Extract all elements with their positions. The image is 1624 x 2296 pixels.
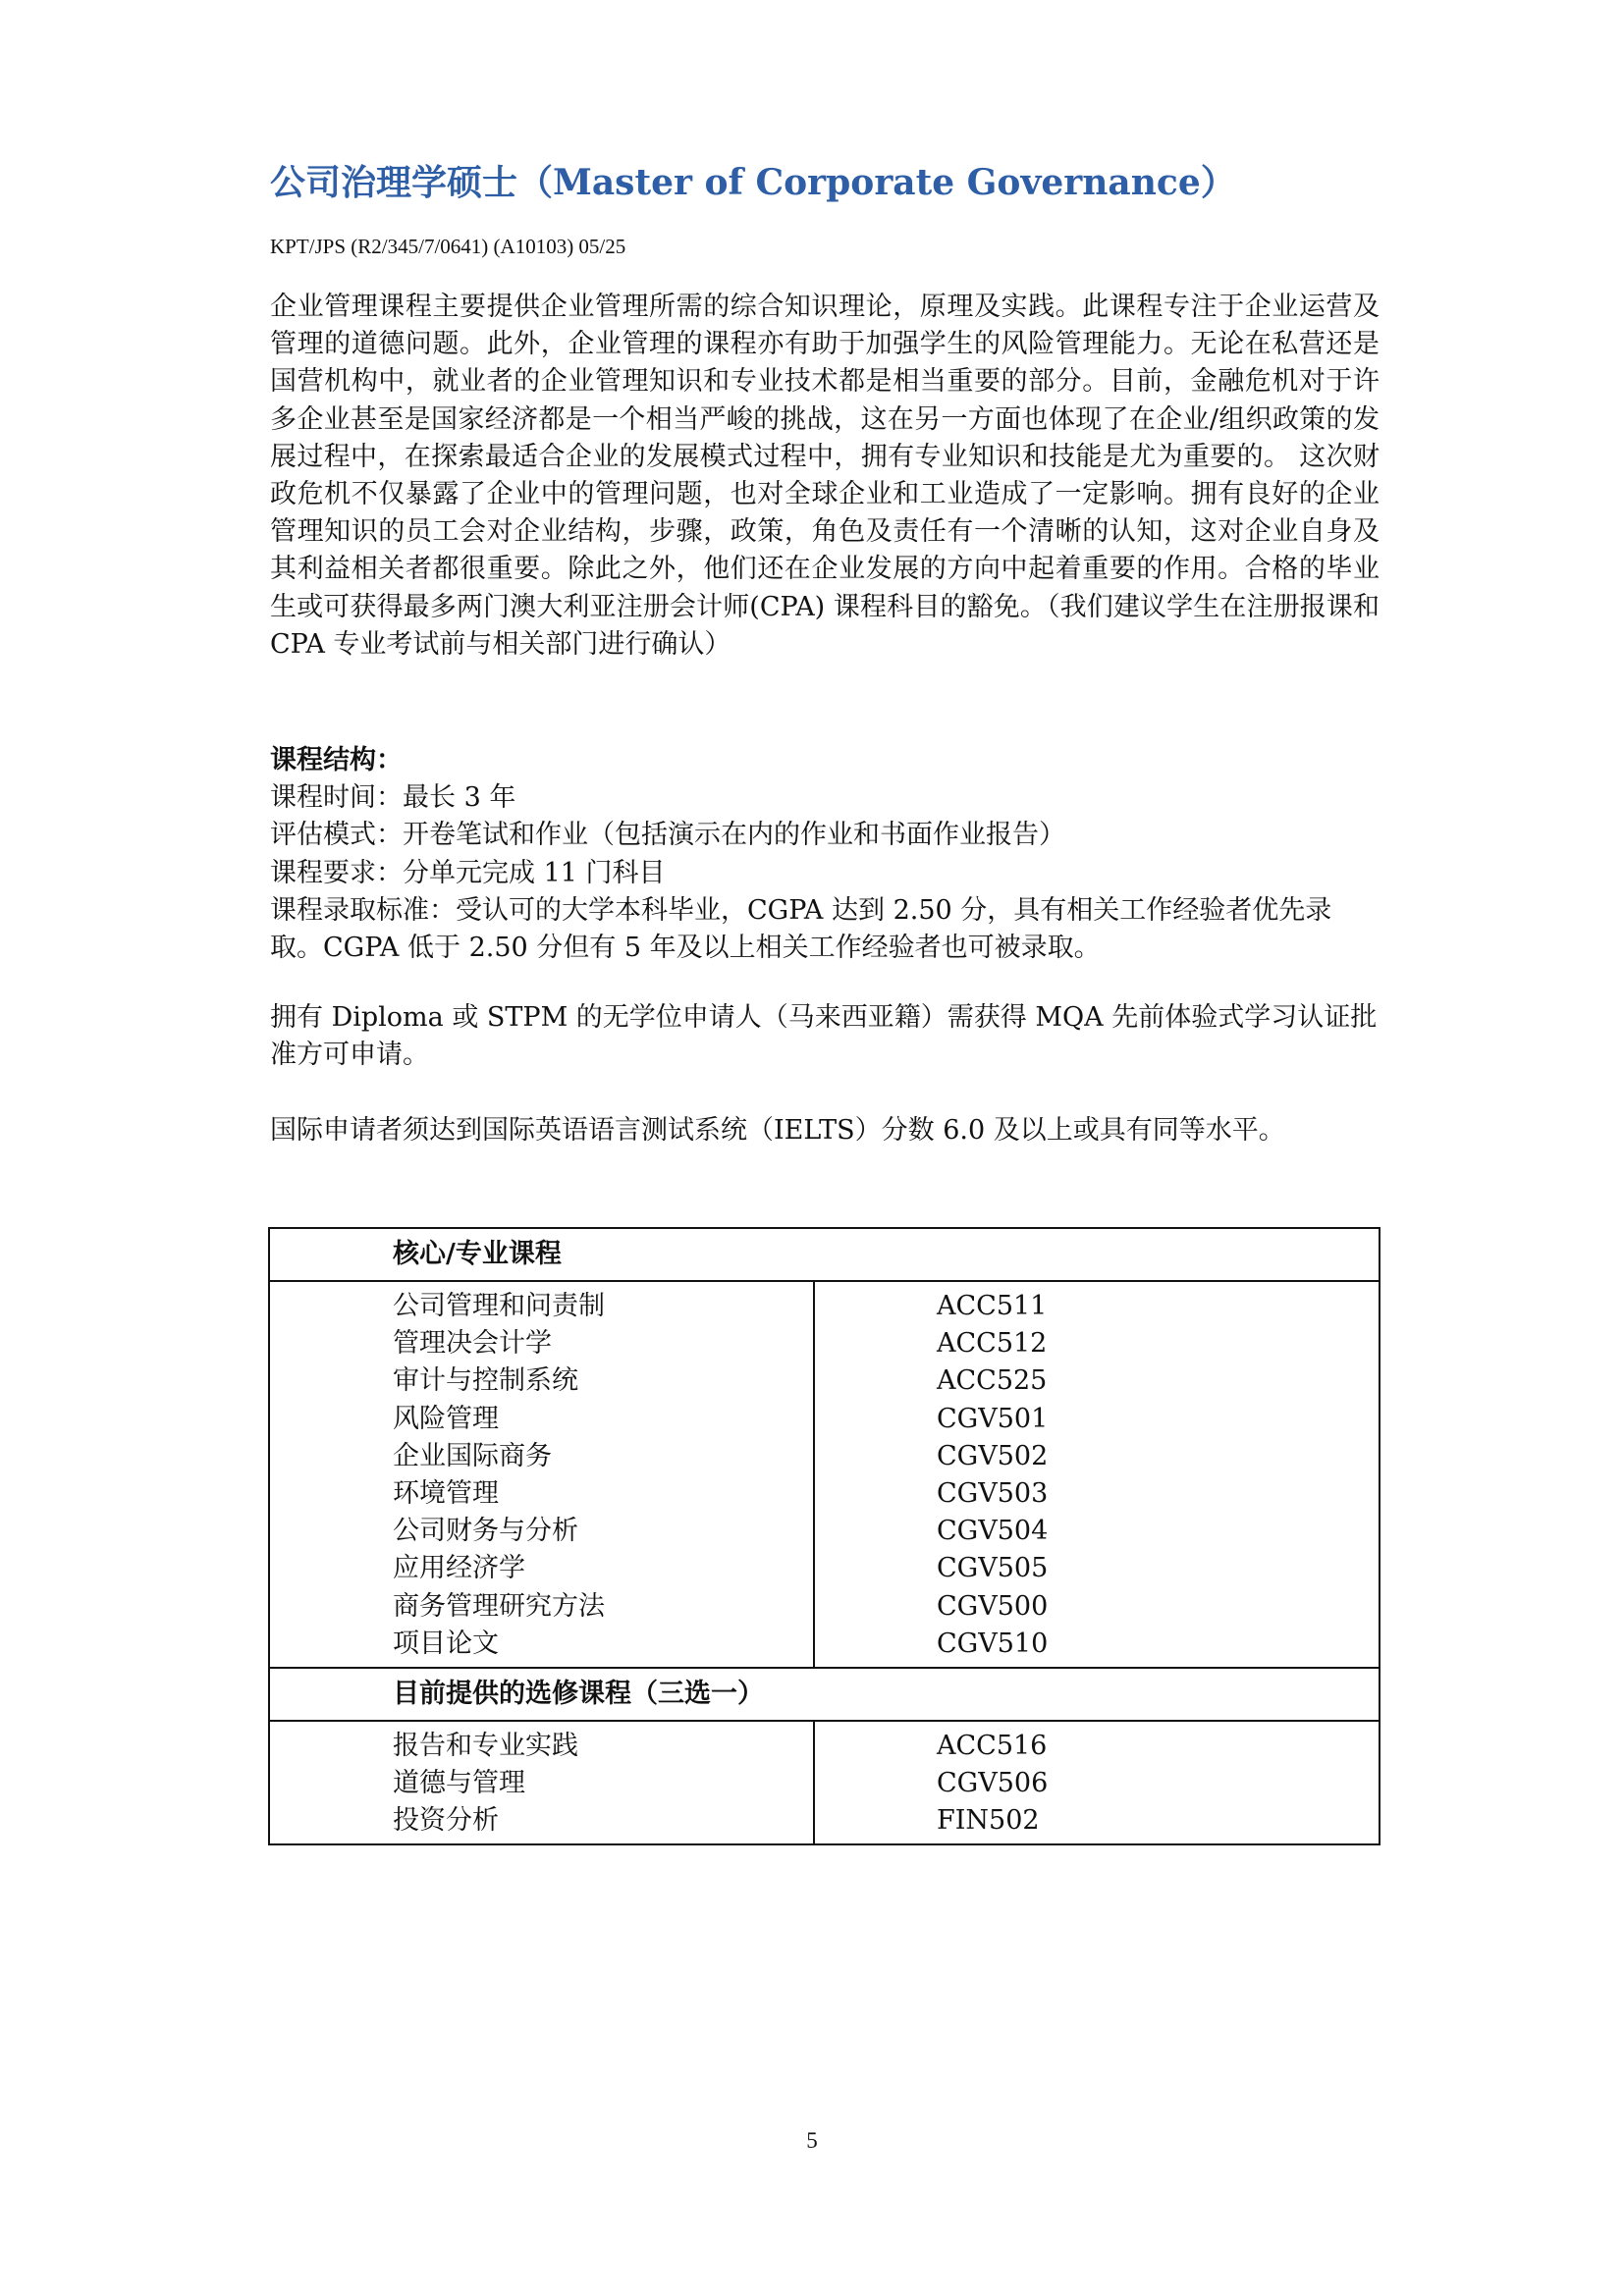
international-note: 国际申请者须达到国际英语语言测试系统（IELTS）分数 6.0 及以上或具有同等水平。 [270,1115,1285,1146]
course-name: 商务管理研究方法 [393,1590,605,1622]
course-code: ACC525 [937,1365,1048,1397]
core-course-names [269,1281,814,1668]
course-code: CGV502 [937,1440,1049,1471]
structure-admission: 课程录取标准：受认可的大学本科毕业，CGPA 达到 2.50 分，具有相关工作经验者优先录取。CGPA 低于 2.50 分但有 5 年及以上相关工作经验者也可被录取。 [270,894,1332,964]
elective-course-codes [814,1721,1380,1845]
course-name: 企业国际商务 [393,1440,552,1471]
course-code: CGV505 [937,1553,1049,1584]
elective-courses-row [269,1721,1380,1845]
core-heading: 核心/专业课程 [269,1228,1380,1281]
course-code: CGV504 [937,1516,1049,1547]
course-name: 公司财务与分析 [393,1516,578,1547]
core-course-codes [814,1281,1380,1668]
course-name: 报告和专业实践 [393,1730,578,1761]
course-code: ACC512 [937,1328,1048,1360]
structure-heading: 课程结构： [270,745,403,775]
course-code: ACC511 [937,1291,1048,1321]
course-name: 应用经济学 [393,1553,525,1584]
course-code: ACC516 [937,1730,1048,1761]
course-name: 公司管理和问责制 [393,1291,605,1321]
course-code: CGV506 [937,1768,1049,1799]
structure-requirement: 课程要求：分单元完成 11 门科目 [270,857,666,888]
course-table [268,1227,1380,1845]
course-name: 审计与控制系统 [393,1365,578,1397]
course-code: CGV501 [937,1403,1049,1434]
course-name: 风险管理 [393,1403,499,1434]
page-title: 公司治理学硕士（Master of Corporate Governance） [270,162,1236,203]
course-code: CGV500 [937,1590,1049,1622]
elective-course-names [269,1721,814,1845]
structure-assessment: 评估模式：开卷笔试和作业（包括演示在内的作业和书面作业报告） [270,820,1065,851]
page-number: 5 [806,2128,818,2153]
reference-code: KPT/JPS (R2/345/7/0641) (A10103) 05/25 [270,235,626,258]
course-code: CGV510 [937,1628,1049,1659]
course-code: FIN502 [937,1805,1040,1837]
course-name: 道德与管理 [393,1768,525,1799]
course-name: 项目论文 [393,1628,499,1659]
diploma-note: 拥有 Diploma 或 STPM 的无学位申请人（马来西亚籍）需获得 MQA 先前体验式学习认证批准方可申请。 [270,1002,1378,1071]
course-name: 投资分析 [393,1805,499,1837]
intro-paragraph: 企业管理课程主要提供企业管理所需的综合知识理论，原理及实践。此课程专注于企业运营及管理的道德问题。此外，企业管理的课程亦有助于加强学生的风险管理能力。无论在私营还是国营机构中，就业者的企业管理知识和专业技术都是相当重要的部分。目前，金融危机对于许多企业甚至是国家经济都是一个相当严峻的挑战，这在另一方面也体现了在企业/组织政策的发展过程中，在探索最适合企业的发展模式过程中，拥有专业知识和技能是尤为重要的。 这次财政危机不仅暴露了企业中的管理问题，也对全球企业和工业造成了一定影响。拥有良好的企业管理知识的员工会对企业结构，步骤，政策，角色及责任有一个清晰的认知，这对企业自身及其利益相关者都很重要。除此之外，他们还在企业发展的方向中起着重要的作用。合格的毕业生或可获得最多两门澳大利亚注册会计师(CPA) 课程科目的豁免。（我们建议学生在注册报课和 CPA 专业考试前与相关部门进行确认） [270,292,1380,660]
elective-heading-row [269,1668,1380,1721]
course-name: 环境管理 [393,1477,499,1509]
course-code: CGV503 [937,1477,1049,1509]
structure-duration: 课程时间：最长 3 年 [270,782,516,814]
core-courses-row [269,1281,1380,1668]
core-heading-row [269,1228,1380,1281]
elective-heading: 目前提供的选修课程（三选一） [269,1668,1380,1721]
course-name: 管理决会计学 [393,1328,552,1360]
course-structure [270,742,1380,967]
